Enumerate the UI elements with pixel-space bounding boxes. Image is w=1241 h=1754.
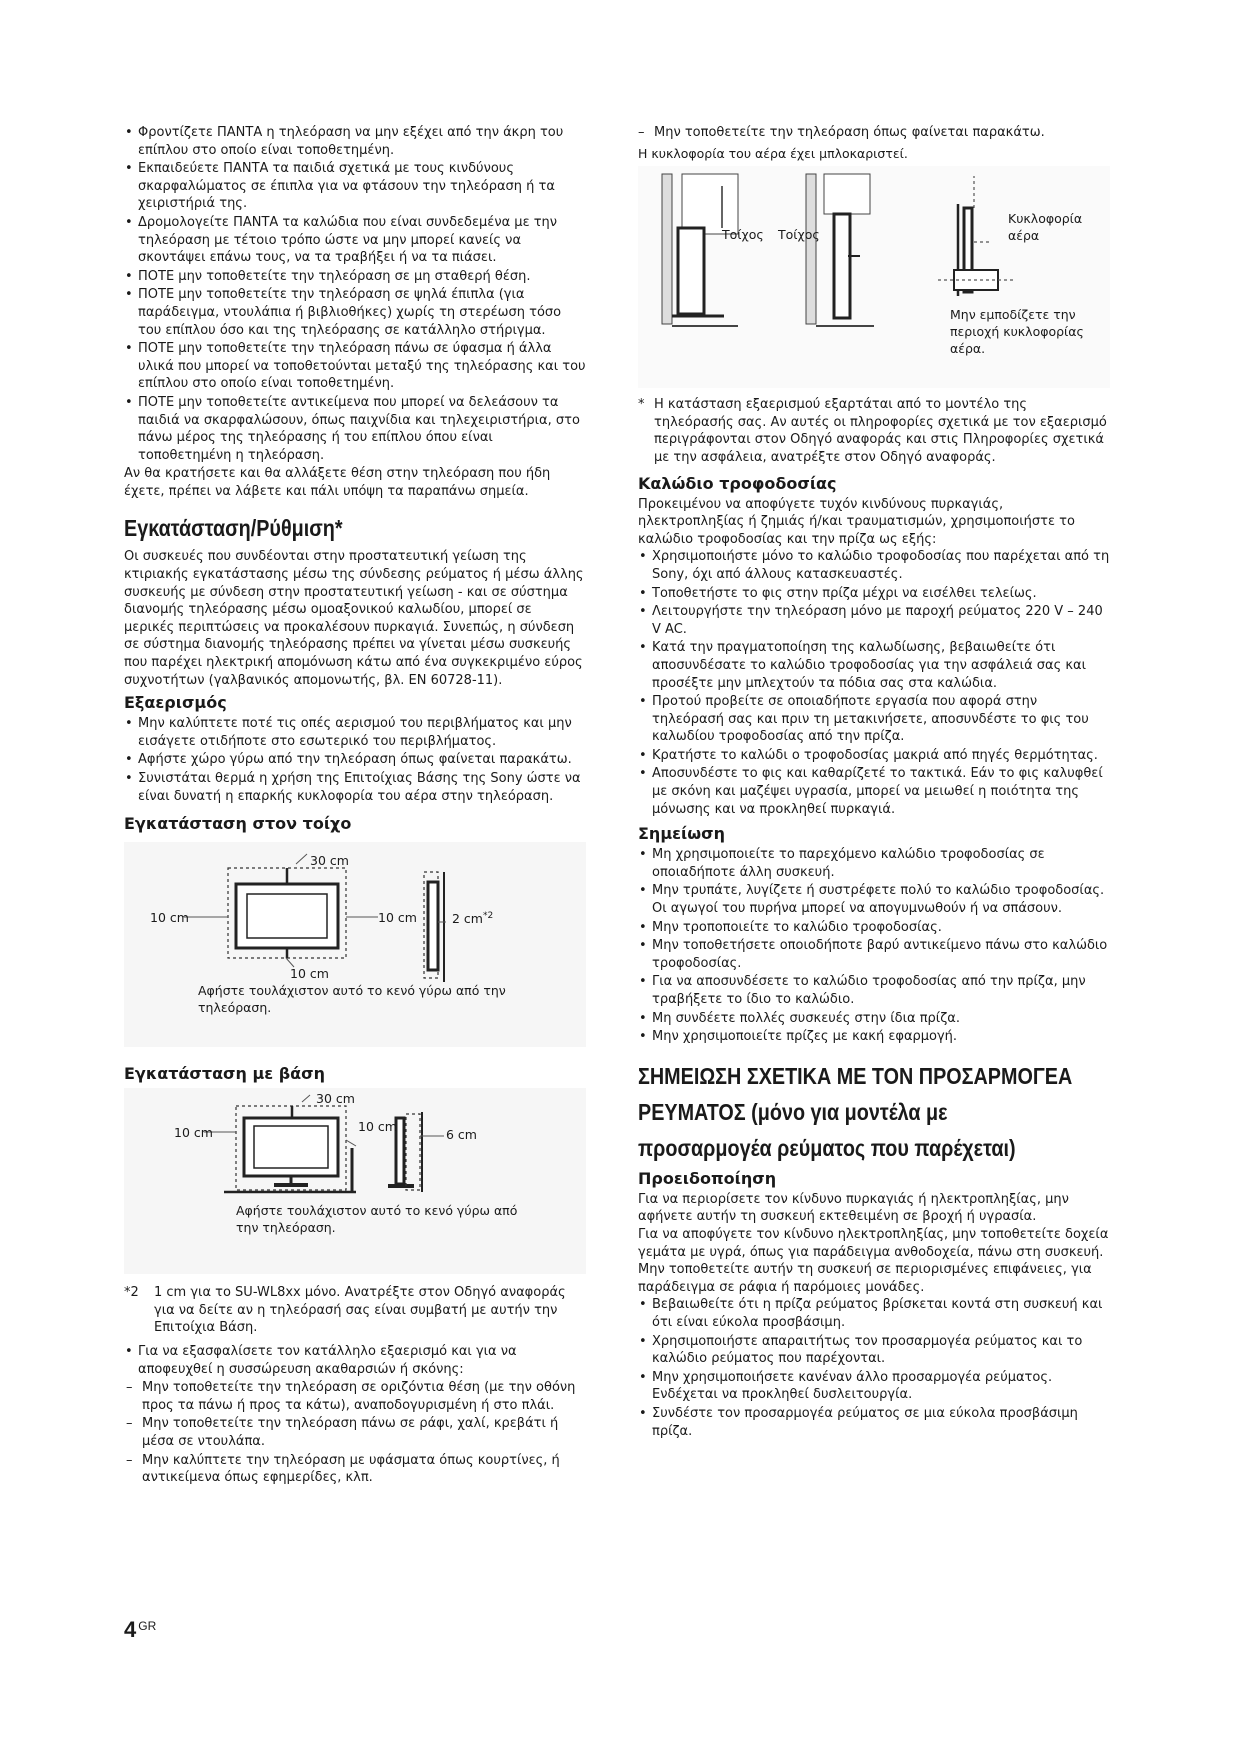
wall-label-2: Τοίχος (778, 227, 820, 243)
list-item: • Για να αποσυνδέσετε το καλώδιο τροφοδοσίας από την πρίζα, μην τραβήξετε το ίδιο το καλώδιο. (638, 973, 1110, 1008)
blocked-shelf-illustration (662, 174, 738, 326)
list-item: • Δρομολογείτε ΠΑΝΤΑ τα καλώδια που είναι συνδεδεμένα με την τηλεόραση με τέτοιο τρόπο ώστε να μην μπορεί κανείς να σκοντάψει επάνω τους, να τα τραβήξει ή να τα πιάσει. (124, 214, 586, 267)
wall-side-label: 2 $cm^{*2}$ (452, 911, 494, 927)
install-text: Οι συσκευές που συνδέονται στην προστατευτική γείωση της κτιριακής εγκατάστασης μέσω της σύνδεσης ρεύματος ή μέσω άλλης συσκευής με σύνδεση στην προστατευτική γείωση - και σε σύστημα διανομής τηλεόρασης μέσω ομοαξονικού καλωδίου, μπορεί σε μερικές περιπτώσεις να προκαλέσουν πυρκαγιά. Συνεπώς, η σύνδεση σε σύστημα διανομής τηλεόρασης πρέπει να γίνεται μέσω συσκευής που παρέχει ηλεκτρική απομόνωση κάτω από ένα συγκεκριμένο εύρος συχνοτήτων (γαλβανικός απομονωτής, βλ. EN 60728-11). (124, 549, 584, 688)
list-item: • Για να εξασφαλίσετε τον κατάλληλο εξαερισμό και για να αποφευχθεί η συσσώρευση ακαθαρσιών ή σκόνης: (124, 1343, 586, 1378)
list-item: • Μη χρησιμοποιείτε το παρεχόμενο καλώδιο τροφοδοσίας σε οποιαδήποτε άλλη συσκευή. (638, 846, 1110, 881)
warning-list (638, 1296, 1110, 1440)
safety-after-text: Αν θα κρατήσετε και θα αλλάξετε θέση στην τηλεόραση που ήδη έχετε, πρέπει να λάβετε και πάλι υπόψη τα παραπάνω σημεία. (124, 466, 551, 499)
list-item: • ΠΟΤΕ μην τοποθετείτε την τηλεόραση πάνω σε ύφασμα ή άλλα υλικά που μπορεί να τοποθετούνται μεταξύ της τηλεόρασης και του επίπλου στο οποίο είναι τοποθετημένη. (124, 340, 586, 393)
adapter-heading-line-2: ΡΕΥΜΑΤΟΣ (μόνο για μοντέλα με (638, 1098, 948, 1125)
list-item: – Μην καλύπτετε την τηλεόραση με υφάσματα όπως κουρτίνες, ή αντικείμενα όπως εφημερίδες, κλπ. (110, 1452, 586, 1487)
list-item: • Μην τροποποιείτε το καλώδιο τροφοδοσίας. (638, 919, 1110, 937)
ventilation-heading: Εξαερισμός (124, 693, 227, 713)
air-circulation-label: Κυκλοφορία αέρα (1008, 211, 1083, 244)
list-item: • Εκπαιδεύετε ΠΑΝΤΑ τα παιδιά σχετικά με τους κινδύνους σκαρφαλώματος σε έπιπλα για να φτάσουν την τηλεόραση ή τα χειριστήριά της. (124, 160, 586, 213)
tv-screen (247, 894, 327, 938)
list-item: • Μη συνδέετε πολλές συσκευές στην ίδια πρίζα. (638, 1010, 1110, 1028)
list-item: • Χρησιμοποιήστε μόνο το καλώδιο τροφοδοσίας που παρέχεται από τη Sony, όχι από άλλους κατασκευαστές. (638, 548, 1110, 583)
tv-screen (254, 1126, 328, 1168)
power-intro: Προκειμένου να αποφύγετε τυχόν κινδύνους πυρκαγιάς, ηλεκτροπληξίας ή ζημιάς ή/και τραυματισμών, χρησιμοποιήστε το καλώδιο τροφοδοσίας και την πρίζα ως εξής: (638, 496, 1075, 547)
warning-heading: Προειδοποίηση (638, 1168, 777, 1188)
right-column (638, 124, 1110, 1441)
tv-side (428, 882, 438, 970)
stand-caption: Αφήστε τουλάχιστον αυτό το κενό γύρω από την τηλεόραση. (236, 1203, 518, 1236)
list-item: • Μην τοποθετήσετε οποιοδήποτε βαρύ αντικείμενο πάνω στο καλώδιο τροφοδοσίας. (638, 937, 1110, 972)
adapter-heading-line-3: προσαρμογέα ρεύματος που παρέχεται) (638, 1134, 1016, 1161)
list-item: • Φροντίζετε ΠΑΝΤΑ η τηλεόραση να μην εξέχει από την άκρη του επίπλου στο οποίο είναι τοποθετημένη. (124, 124, 586, 159)
list-item: • Κρατήστε το καλώδι ο τροφοδοσίας μακριά από πηγές θερμότητας. (638, 747, 1110, 765)
blocked-wall-illustration (806, 174, 874, 326)
note-heading: Σημείωση (638, 824, 725, 844)
list-item: • Μην χρησιμοποιήσετε κανέναν άλλο προσαρμογέα ρεύματος. Ενδέχεται να προκληθεί δυσλειτουργία. (638, 1369, 1110, 1404)
stand-install-heading: Εγκατάσταση με βάση (124, 1064, 326, 1084)
proper-airflow-illustration (938, 176, 1014, 296)
list-item: • Συνιστάται θερμά η χρήση της Επιτοίχιας Βάσης της Sony ώστε να είναι δυνατή η επαρκής κυκλοφορία του αέρα στην τηλεόραση. (124, 770, 586, 805)
page-number-value: 4 (124, 1617, 137, 1642)
list-item: • ΠΟΤΕ μην τοποθετείτε την τηλεόραση σε μη σταθερή θέση. (124, 268, 586, 286)
list-item: • Συνδέστε τον προσαρμογέα ρεύματος σε μια εύκολα προσβάσιμη πρίζα. (638, 1405, 1110, 1440)
list-item: – Μην τοποθετείτε την τηλεόραση πάνω σε ράφι, χαλί, κρεβάτι ή μέσα σε ντουλάπα. (110, 1415, 586, 1450)
wall-top-label: 30 cm (310, 853, 349, 869)
list-item: – Μην τοποθετείτε την τηλεόραση σε οριζόντια θέση (με την οθόνη προς τα πάνω ή προς τα κάτω), αναποδογυρισμένη ή στο πλάι. (110, 1379, 586, 1414)
page-number (124, 1617, 156, 1643)
list-item: • Τοποθετήστε το φις στην πρίζα μέχρι να εισέλθει τελείως. (638, 585, 1110, 603)
stand-diagram (124, 1088, 586, 1274)
language-code: GR (138, 1619, 157, 1633)
right-dash-list (622, 124, 1110, 142)
footnote-2: *2 1 cm για το SU-WL8xx μόνο. Ανατρέξτε στον Οδηγό αναφοράς για να δείτε αν η τηλεόρασή σας είναι συμβατή με αυτήν την Επιτοίχια Βάση. (124, 1285, 566, 1336)
stand-right-label: 10 cm (358, 1119, 397, 1135)
install-heading: Εγκατάσταση/Ρύθμιση* (124, 515, 343, 542)
stand-left-label: 10 cm (174, 1125, 213, 1141)
wall-left-label: 10 cm (150, 910, 189, 926)
wall-mount-diagram (124, 842, 586, 1047)
list-item: • Μην καλύπτετε ποτέ τις οπές αερισμού του περιβλήματος και μην εισάγετε οτιδήποτε στο εσωτερικό του περιβλήματος. (124, 715, 586, 750)
wall-right-label: 10 cm (378, 910, 417, 926)
wall-caption: Αφήστε τουλάχιστον αυτό το κενό γύρω από την τηλεόραση. (198, 983, 506, 1016)
list-item: • Χρησιμοποιήστε απαραιτήτως τον προσαρμογέα ρεύματος και το καλώδιο ρεύματος που παρέχονται. (638, 1333, 1110, 1368)
safety-list (124, 124, 586, 464)
ventilation-list (124, 715, 586, 805)
list-item: • Αφήστε χώρο γύρω από την τηλεόραση όπως φαίνεται παρακάτω. (124, 751, 586, 769)
airflow-caption: Μην εμποδίζετε την περιοχή κυκλοφορίας αέρα. (950, 307, 1084, 357)
stand-top-label: 30 cm (316, 1091, 355, 1107)
wall-install-heading: Εγκατάσταση στον τοίχο (124, 814, 352, 834)
power-cord-heading: Καλώδιο τροφοδοσίας (638, 473, 837, 493)
list-item: • Βεβαιωθείτε ότι η πρίζα ρεύματος βρίσκεται κοντά στη συσκευή και ότι είναι εύκολα προσβάσιμη. (638, 1296, 1110, 1331)
list-item: • Μην χρησιμοποιείτε πρίζες με κακή εφαρμογή. (638, 1028, 1110, 1046)
list-item: • Μην τρυπάτε, λυγίζετε ή συστρέφετε πολύ το καλώδιο τροφοδοσίας. Οι αγωγοί του πυρήνα μπορεί να απογυμνωθούν ή να σπάσουν. (638, 882, 1110, 917)
wall-mount-figure (124, 842, 586, 1047)
power-list (638, 548, 1110, 818)
adapter-heading (638, 1058, 1110, 1166)
stand-side-label: 6 cm (446, 1127, 477, 1143)
wall-bottom-label: 10 cm (290, 966, 329, 982)
warning-text-1: Για να περιορίσετε τον κίνδυνο πυρκαγιάς ή ηλεκτροπληξίας, μην αφήνετε αυτήν τη συσκευή εκτεθειμένη σε βροχή ή υγρασία. (638, 1191, 1069, 1225)
tv-side (396, 1118, 404, 1184)
stand-figure (124, 1088, 586, 1274)
ventilation-dash-list (110, 1379, 586, 1487)
list-item: • Κατά την πραγματοποίηση της καλωδίωσης, βεβαιωθείτε ότι αποσυνδέσατε το καλώδιο τροφοδοσίας για την ασφάλειά σας και προσέξτε μην μπλεχτούν τα πόδια σας στα καλώδια. (638, 639, 1110, 692)
airflow-figure (638, 166, 1110, 388)
list-item: • Λειτουργήστε την τηλεόραση μόνο με παροχή ρεύματος 220 V – 240 V AC. (638, 603, 1110, 638)
list-item: • ΠΟΤΕ μην τοποθετείτε αντικείμενα που μπορεί να δελεάσουν τα παιδιά να σκαρφαλώσουν, όπως παιχνίδια και τηλεχειριστήρια, στο πάνω μέρος της τηλεόρασης ή του επίπλου όπου είναι τοποθετημένη η τηλεόραση. (124, 394, 586, 464)
warning-text-2: Για να αποφύγετε τον κίνδυνο ηλεκτροπληξίας, μην τοποθετείτε δοχεία γεμάτα με υγρά, όπως για παράδειγμα ανθοδοχεία, πάνω στη συσκευή. Μην τοποθετείτε αυτήν τη συσκευή σε περιορισμένες επιφάνειες, για παράδειγμα σε ράφια ή παρόμοιες μονάδες. (638, 1226, 1109, 1295)
air-blocked-caption: Η κυκλοφορία του αέρα έχει μπλοκαριστεί. (638, 145, 908, 161)
adapter-heading-line-1: ΣΗΜΕΙΩΣΗ ΣΧΕΤΙΚΑ ΜΕ ΤΟΝ ΠΡΟΣΑΡΜΟΓΕΑ (638, 1062, 1073, 1089)
left-column (124, 124, 586, 1488)
list-item: – Μην τοποθετείτε την τηλεόραση όπως φαίνεται παρακάτω. (622, 124, 1110, 142)
footnote-star: * Η κατάσταση εξαερισμού εξαρτάται από το μοντέλο της τηλεόρασής σας. Αν αυτές οι πληροφορίες σχετικά με τον εξαερισμό περιγράφονται στον Οδηγό αναφοράς και στις Πληροφορίες σχετικά με την ασφάλεια, ανατρέξτε στον Οδηγό αναφοράς. (638, 397, 1107, 465)
list-item: • Προτού προβείτε σε οποιαδήποτε εργασία που αφορά στην τηλεόρασή σας και πριν τη μετακινήσετε, αποσυνδέστε το φις του καλωδίου τροφοδοσίας από την πρίζα. (638, 693, 1110, 746)
ventilation-extra-list (124, 1343, 586, 1378)
list-item: • Αποσυνδέστε το φις και καθαρίζετέ το τακτικά. Εάν το φις καλυφθεί με σκόνη και μαζέψει υγρασία, μπορεί να μειωθεί η ποιότητα της μόνωσης και να προκληθεί πυρκαγιά. (638, 765, 1110, 818)
wall-label-1: Τοίχος (722, 227, 764, 243)
note-list (638, 846, 1110, 1046)
list-item: • ΠΟΤΕ μην τοποθετείτε την τηλεόραση σε ψηλά έπιπλα (για παράδειγμα, ντουλάπια ή βιβλιοθήκες) χωρίς τη στερέωση τόσο του επίπλου όσο και της τηλεόρασης σε κατάλληλο στήριγμα. (124, 286, 586, 339)
